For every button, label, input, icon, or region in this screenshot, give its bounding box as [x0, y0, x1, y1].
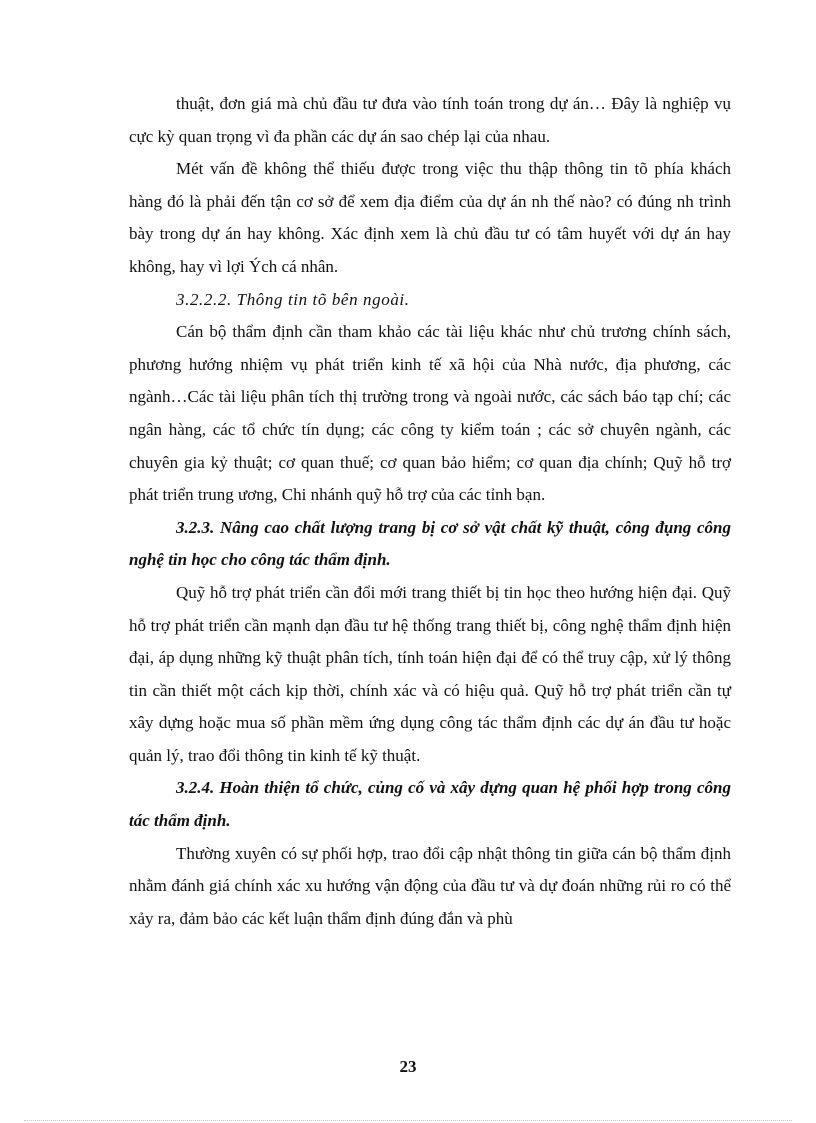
document-page	[129, 88, 731, 935]
page-bottom-divider	[24, 1120, 792, 1121]
paragraph-it-equipment: Quỹ hỗ trợ phát triển cần đổi mới trang thiết bị tin học theo hướng hiện đại. Quỹ hỗ trợ phát triển cần mạnh dạn đầu tư hệ thống trang thiết bị, công nghệ thẩm định hiện đại, áp dụng những kỹ thuật phân tích, tính toán hiện đại để có thể truy cập, xử lý thông tin cần thiết một cách kịp thời, chính xác và có hiệu quả. Quỹ hỗ trợ phát triển cần tự xây dựng hoặc mua số phần mềm ứng dụng công tác thẩm định các dự án đầu tư hoặc quản lý, trao đổi thông tin kinh tế kỹ thuật.	[129, 582, 731, 765]
heading-section-3-2-4: 3.2.4. Hoàn thiện tổ chức, củng cố và xây dựng quan hệ phối hợp trong công tác thẩm định.	[129, 778, 731, 831]
page-number: 23	[399, 1057, 417, 1076]
subheading-external-info: 3.2.2.2. Thông tin tõ bên ngoài.	[176, 289, 410, 309]
heading-section-3-2-3: 3.2.3. Nâng cao chất lượng trang bị cơ sở vật chất kỹ thuật, công đụng công nghệ tin học cho công tác thẩm định.	[129, 517, 731, 570]
paragraph-site-visit: Mét vấn đề không thể thiếu được trong việc thu thập thông tin tõ phía khách hàng đó là phải đến tận cơ sở để xem địa điểm của dự án nh thế nào? có đúng nh trình bày trong dự án hay không. Xác định xem là chủ đầu tư có tâm huyết với dự án hay không, hay vì lợi Ých cá nhân.	[129, 159, 731, 276]
paragraph-technical-pricing: thuật, đơn giá mà chủ đầu tư đưa vào tính toán trong dự án… Đây là nghiệp vụ cực kỳ quan trọng vì đa phần các dự án sao chép lại của nhau.	[129, 94, 731, 146]
paragraph-coordination: Thường xuyên có sự phối hợp, trao đổi cập nhật thông tin giữa cán bộ thẩm định nhằm đánh giá chính xác xu hướng vận động của đầu tư và dự đoán những rủi ro có thể xảy ra, đảm bảo các kết luận thẩm định đúng đắn và phù	[129, 843, 731, 928]
paragraph-reference-documents: Cán bộ thẩm định cần tham khảo các tài liệu khác như chủ trương chính sách, phương hướng nhiệm vụ phát triển kinh tế xã hội của Nhà nước, địa phương, các ngành…Các tài liệu phân tích thị trường trong và ngoài nước, các sách báo tạp chí; các ngân hàng, các tổ chức tín dụng; các công ty kiểm toán ; các sở chuyên ngành, các chuyên gia kỷ thuật; cơ quan thuế; cơ quan bảo hiểm; cơ quan địa chính; Quỹ hỗ trợ phát triển trung ương, Chi nhánh quỹ hỗ trợ của các tỉnh bạn.	[129, 322, 731, 505]
